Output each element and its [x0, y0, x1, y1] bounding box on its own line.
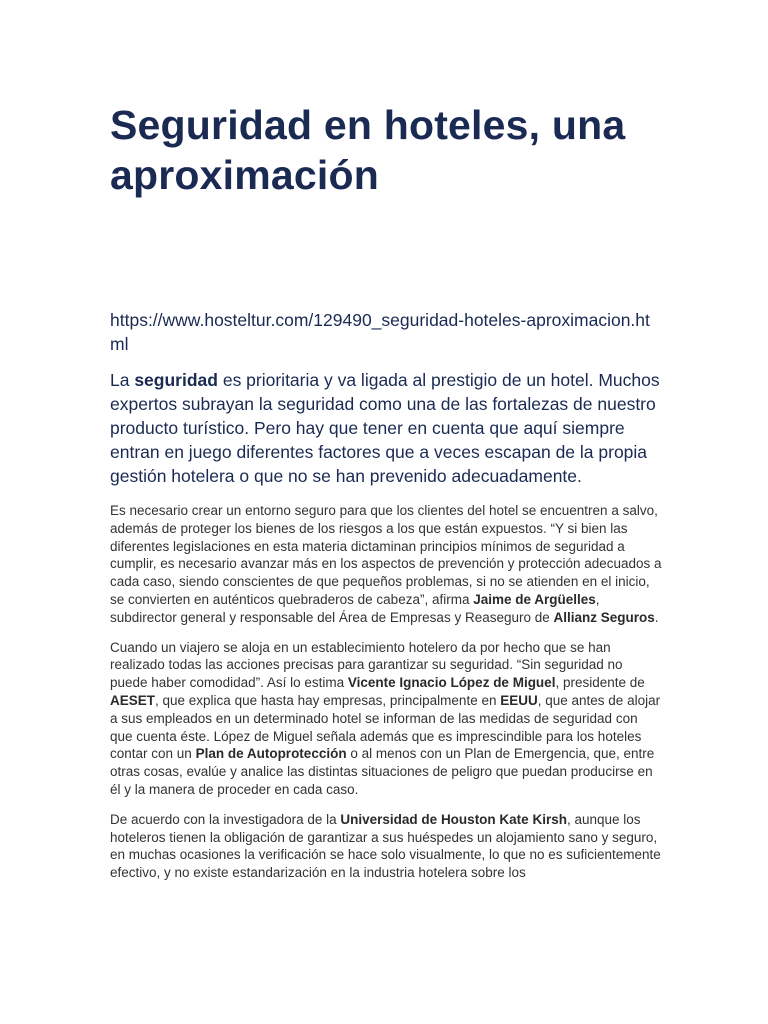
p2-organization-name: AESET — [110, 692, 156, 708]
lead-text-1: La — [110, 370, 135, 390]
p3-researcher-name: Universidad de Houston Kate Kirsh — [340, 811, 567, 827]
p1-company-name: Allianz Seguros — [553, 609, 655, 625]
body-paragraph-1 — [110, 502, 662, 627]
body-paragraph-2 — [110, 639, 662, 799]
p2-person-name: Vicente Ignacio López de Miguel — [347, 675, 556, 691]
p2-country-name: EEUU — [500, 692, 538, 708]
source-link[interactable]: https://www.hosteltur.com/129490_seguridad-hoteles-aproximacion.html — [110, 310, 650, 354]
p2-text-1: Cuando un viajero se aloja en un establecimiento hotelero da por hecho que se han realizado todas las acciones precisas para garantizar su seguridad. “Sin seguridad no puede haber comodidad”. Así lo estima — [110, 639, 623, 691]
document-page — [110, 100, 662, 882]
body-paragraph-3 — [110, 811, 662, 882]
p2-text-3: , que explica que hasta hay empresas, principalmente en — [155, 692, 501, 708]
lead-keyword: seguridad — [134, 370, 218, 390]
p1-text-3: . — [654, 609, 659, 625]
p2-text-5: o al menos con un Plan de Emergencia, que, entre otras cosas, evalúe y analice las distintas situaciones de peligro que puedan producirse en él y la manera de proceder en cada caso. — [110, 746, 655, 797]
p3-text-1: De acuerdo con la investigadora de la — [110, 811, 341, 827]
lead-text-2: es prioritaria y va ligada al prestigio de un hotel. Muchos expertos subrayan la seguridad como una de las fortalezas de nuestro producto turístico. Pero hay que tener en cuenta que aquí siempre entran en juego diferentes factores que a veces escapan de la propia gestión hotelera o que no se han prevenido adecuadamente. — [110, 370, 660, 486]
p1-person-name: Jaime de Argüelles — [473, 591, 596, 607]
lead-paragraph — [110, 368, 662, 488]
p2-text-4: , que antes de alojar a sus empleados en un determinado hotel se informan de las medidas de seguridad con que cuenta éste. López de Miguel señala además que es imprescindible para los hoteles contar con un — [110, 692, 661, 762]
p1-text-1: Es necesario crear un entorno seguro para que los clientes del hotel se encuentren a salvo, además de proteger los bienes de los riesgos a los que están expuestos. “Y si bien las diferentes legislaciones en esta materia dictaminan principios mínimos de seguridad a cumplir, es necesario avanzar más en los aspectos de prevención y protección adecuados a cada caso, siendo conscientes de que pequeños problemas, si no se atienden en el inicio, se convierten en auténticos quebraderos de cabeza”, afirma — [110, 503, 662, 607]
p1-text-2: , subdirector general y responsable del Área de Empresas y Reaseguro de — [110, 591, 600, 625]
page-title: Seguridad en hoteles, una aproximación — [110, 102, 626, 198]
p3-text-2: , aunque los hoteleros tienen la obligación de garantizar a sus huéspedes un alojamiento sano y seguro, en muchas ocasiones la verificación se hace solo visualmente, lo que no es suficientemente efectivo, y no existe estandarización en la industria hotelera sobre los — [110, 811, 661, 881]
p2-text-2: , presidente de — [555, 675, 645, 691]
p2-plan-name: Plan de Autoprotección — [195, 746, 347, 762]
